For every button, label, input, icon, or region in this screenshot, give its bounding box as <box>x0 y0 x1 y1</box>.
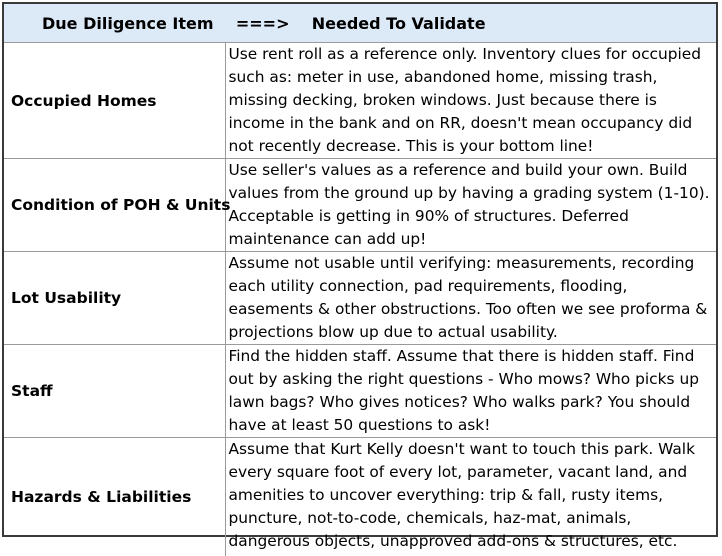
item-condition-of-poh-units: Condition of POH & Units <box>4 159 225 252</box>
header-col2: Needed To Validate <box>312 14 486 33</box>
item-description: Use seller's values as a reference and build your own. Build values from the ground up by having a grading system (1-10). Acceptable is getting in 90% of structures. Deferred maintenance can add up! <box>225 159 716 252</box>
table-row <box>4 159 716 252</box>
due-diligence-table-frame <box>2 2 718 537</box>
table-row <box>4 438 716 556</box>
item-description: Find the hidden staff. Assume that there is hidden staff. Find out by asking the right questions - Who mows? Who picks up lawn bags? Who gives notices? Who walks park? You should have at least 50 questions to ask! <box>225 345 716 438</box>
item-description: Assume not usable until verifying: measurements, recording each utility connection, pad requirements, flooding, easements & other obstructions. Too often we see proforma & projections blow up due to actual usability. <box>225 252 716 345</box>
table-row <box>4 345 716 438</box>
item-lot-usability: Lot Usability <box>4 252 225 345</box>
table-row <box>4 43 716 159</box>
due-diligence-table <box>4 4 716 556</box>
header-cell <box>4 4 716 43</box>
item-occupied-homes: Occupied Homes <box>4 43 225 159</box>
header-row <box>4 4 716 43</box>
header-col1: Due Diligence Item <box>42 14 214 33</box>
table-row <box>4 252 716 345</box>
item-staff: Staff <box>4 345 225 438</box>
item-hazards-liabilities: Hazards & Liabilities <box>4 438 225 556</box>
header-arrow: ===> <box>236 14 290 33</box>
item-description: Assume that Kurt Kelly doesn't want to touch this park. Walk every square foot of every lot, parameter, vacant land, and amenities to uncover everything: trip & fall, rusty items, puncture, not-to-code, chemicals, haz-mat, animals, dangerous objects, unapproved add-ons & structures, etc. <box>225 438 716 556</box>
item-description: Use rent roll as a reference only. Inventory clues for occupied such as: meter in use, abandoned home, missing trash, missing decking, broken windows. Just because there is income in the bank and on RR, doesn't mean occupancy did not recently decrease. This is your bottom line! <box>225 43 716 159</box>
